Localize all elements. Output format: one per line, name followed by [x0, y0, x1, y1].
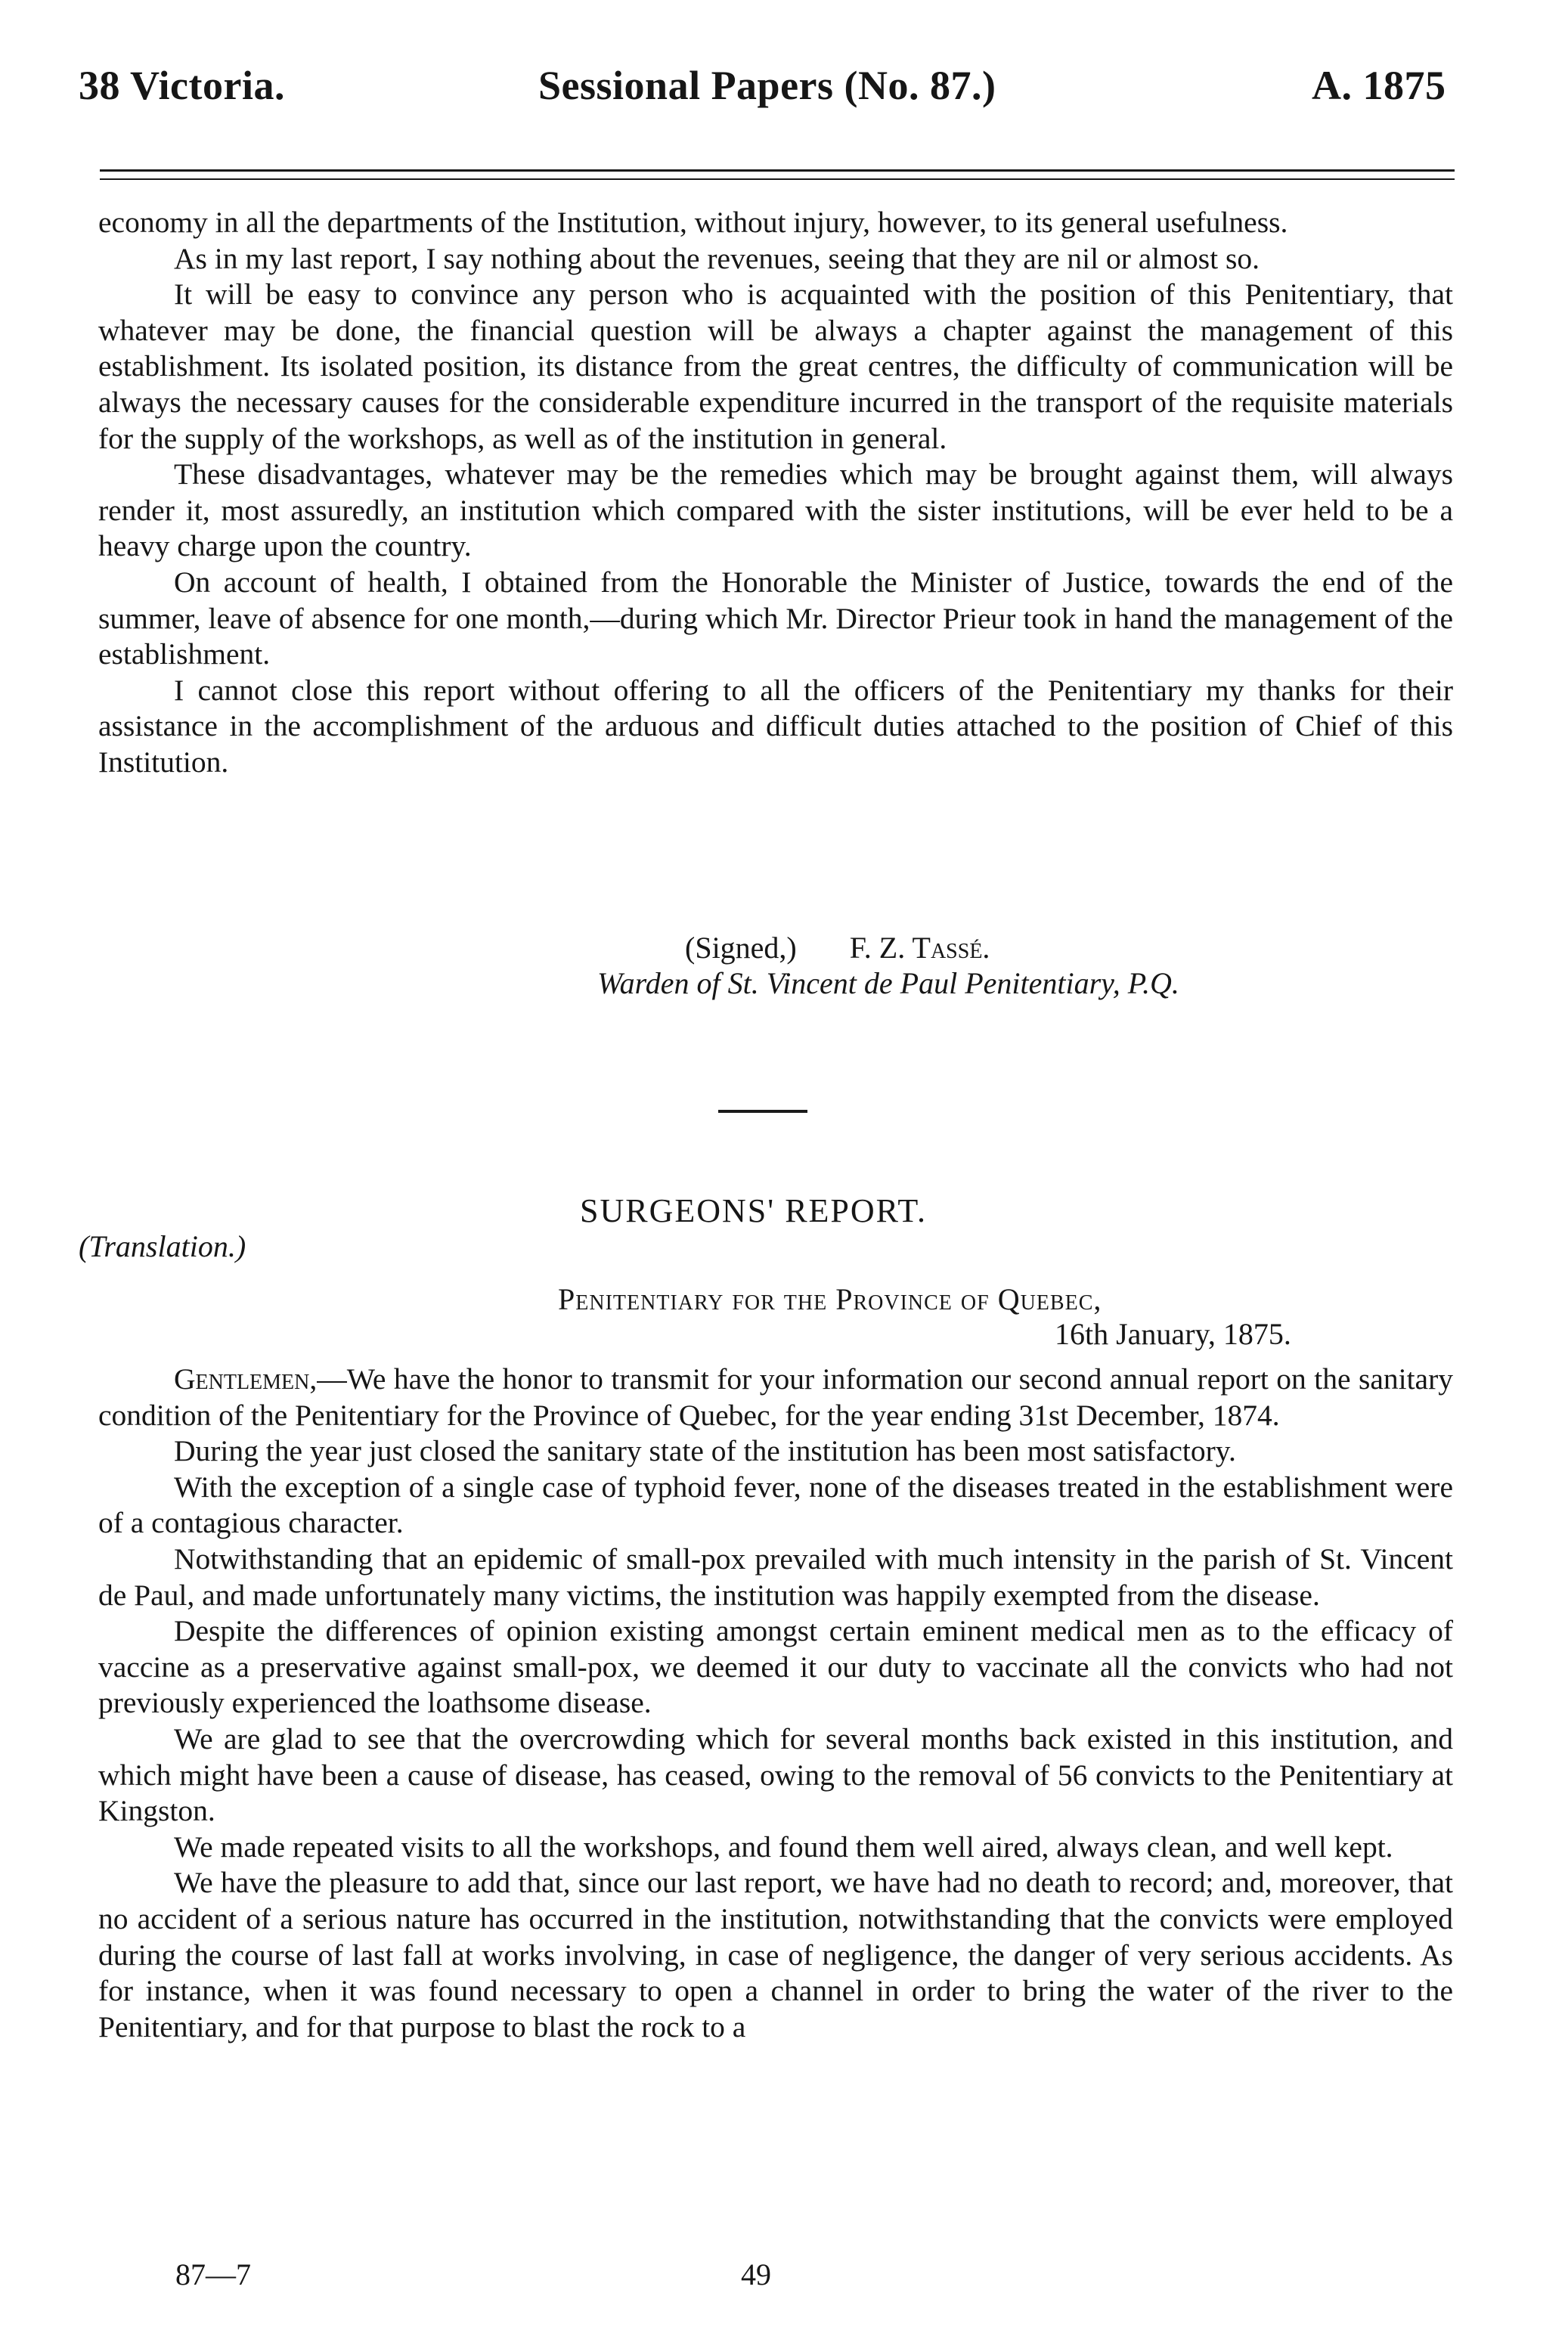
paragraph: With the exception of a single case of typhoid fever, none of the diseases treated in the establishment were of a contagious character. [98, 1470, 1453, 1540]
salutation: Gentlemen, [174, 1362, 318, 1396]
translation-note: (Translation.) [79, 1229, 246, 1263]
paragraph: Despite the differences of opinion existing amongst certain eminent medical men as to the efficacy of vaccine as a preservative against small-pox, we deemed it our duty to vaccinate all the convicts who had not previously experienced the loathsome disease. [98, 1614, 1453, 1720]
page-number: 49 [741, 2257, 771, 2291]
header-volume: 38 Victoria. [79, 63, 285, 108]
report-date: 16th January, 1875. [1055, 1317, 1291, 1351]
section-separator [718, 1110, 807, 1113]
paragraph: These disadvantages, whatever may be the remedies which may be brought against them, will always render it, most assuredly, an institution which compared with the sister institutions, will be ever held to be a heavy charge upon the country. [98, 457, 1453, 563]
paragraph [98, 1362, 1453, 1433]
signed-label: (Signed,) [685, 931, 797, 965]
header-year: A. 1875 [1312, 63, 1446, 108]
footer-signature-mark: 87—7 [175, 2257, 251, 2291]
signer-name: F. Z. Tassé. [849, 931, 990, 965]
section-title: SURGEONS' REPORT. [580, 1192, 927, 1229]
paragraph: Notwithstanding that an epidemic of small-pox prevailed with much intensity in the parish of St. Vincent de Paul, and made unfortunately many victims, the institution was happily exempted from the disease. [98, 1542, 1453, 1612]
paragraph: I cannot close this report without offering to all the officers of the Penitentiary my thanks for their assistance in the accomplishment of the arduous and difficult duties attached to the position of Chief of this Institution. [98, 673, 1453, 779]
header-rule [100, 169, 1455, 172]
paragraph: We have the pleasure to add that, since our last report, we have had no death to record; and, moreover, that no accident of a serious nature has occurred in the institution, notwithstanding that the convicts were employed during the course of last fall at works involving, in case of negligence, the danger of very serious accidents. As for instance, when it was found necessary to open a channel in order to bring the water of the river to the Penitentiary, and for that purpose to blast the rock to a [98, 1866, 1453, 2043]
report-place: Penitentiary for the Province of Quebec, [558, 1282, 1102, 1316]
paragraph: We are glad to see that the overcrowding which for several months back existed in this institution, and which might have been a cause of disease, has ceased, owing to the removal of 56 convicts to the Penitentiary at Kingston. [98, 1721, 1453, 1828]
paragraph: We made repeated visits to all the workshops, and found them well aired, always clean, and well kept. [174, 1830, 1393, 1864]
paragraph: As in my last report, I say nothing about the revenues, seeing that they are nil or almost so. [174, 241, 1260, 275]
header-rule-thin [100, 178, 1455, 180]
warden-report-continuation [98, 205, 1453, 781]
paragraph: During the year just closed the sanitary state of the institution has been most satisfactory. [174, 1434, 1236, 1468]
paragraph: On account of health, I obtained from the Honorable the Minister of Justice, towards the end of the summer, leave of absence for one month,—during which Mr. Director Prieur took in hand the management of the establishment. [98, 565, 1453, 671]
signer-title: Warden of St. Vincent de Paul Penitentiary, P.Q. [597, 966, 1179, 1000]
surgeons-report-body [98, 1362, 1453, 2045]
header-title: Sessional Papers (No. 87.) [538, 63, 996, 108]
signature-line [685, 930, 990, 965]
paragraph: economy in all the departments of the Institution, without injury, however, to its general usefulness. [98, 206, 1288, 239]
paragraph-text: —We have the honor to transmit for your information our second annual report on the sanitary condition of the Penitentiary for the Province of Quebec, for the year ending 31st December, 1874. [98, 1362, 1453, 1432]
paragraph: It will be easy to convince any person who is acquainted with the position of this Penitentiary, that whatever may be done, the financial question will be always a chapter against the management of this establishment. Its isolated position, its distance from the great centres, the difficulty of communication will be always the necessary causes for the considerable expenditure incurred in the transport of the requisite materials for the supply of the workshops, as well as of the institution in general. [98, 277, 1453, 455]
